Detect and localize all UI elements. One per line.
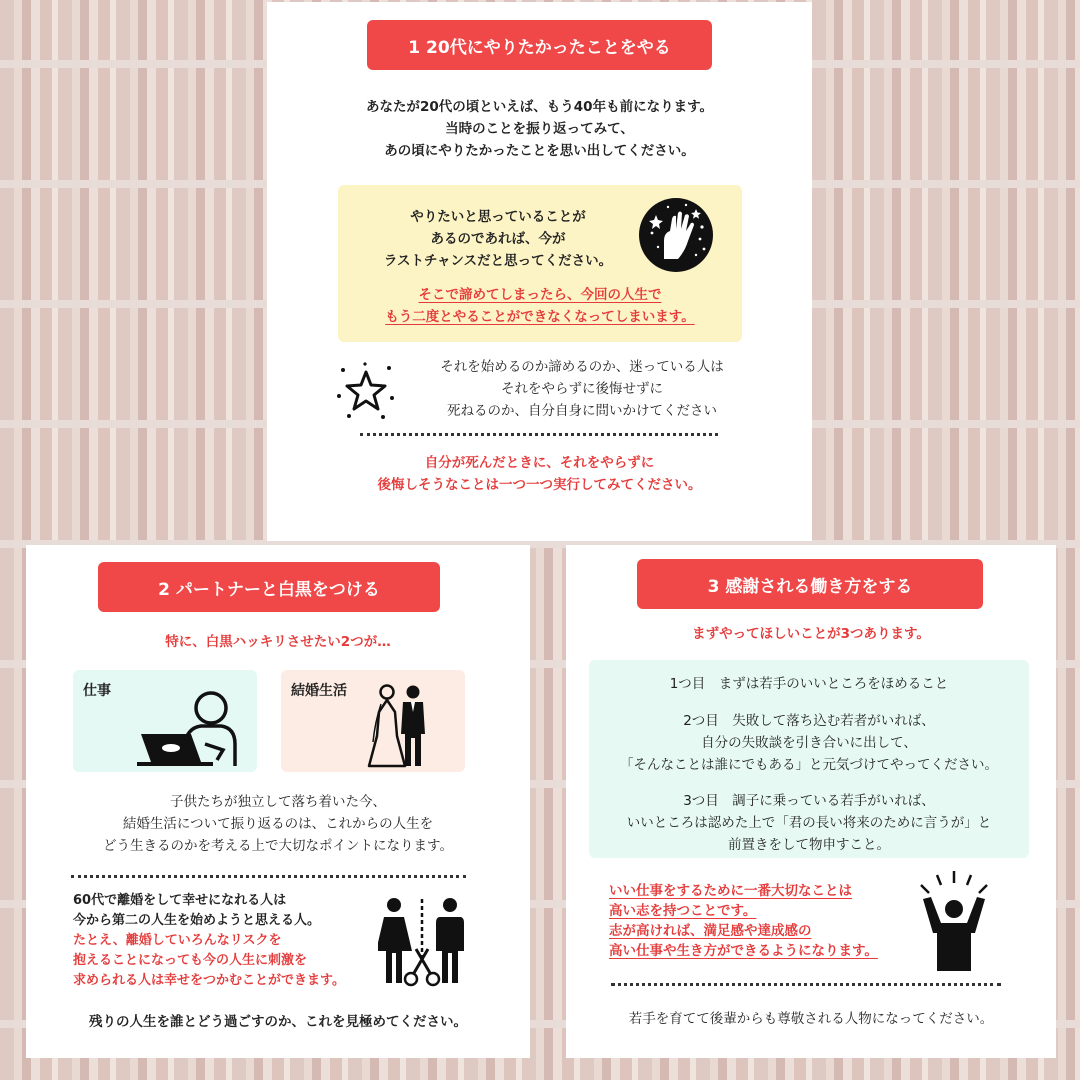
item-2: 2つ目 失敗して落ち込む若者がいれば、 自分の失敗談を引き合いに出して、 「そんなことは誰にでもある」と元気づけてやってください。 [620, 713, 998, 773]
section2-ribbon: 2 パートナーと白黒をつける [98, 562, 440, 612]
section1-intro: あなたが20代の頃といえば、もう40年も前になります。 当時のことを振り返ってみて、 あの頃にやりたかったことを思い出してください。 [366, 99, 713, 159]
section1-box-text: やりたいと思っていることが あるのであれば、今が ラストチャンスだと思ってください。 [383, 209, 613, 269]
section3-final: 若手を育てて後輩からも尊敬される人物になってください。 [628, 1011, 994, 1027]
section2-divider [71, 875, 466, 878]
section2-final: 残りの人生を誰とどう過ごすのか、これを見極めてください。 [89, 1014, 467, 1030]
card-work [73, 670, 257, 772]
section3-mint-box [589, 660, 1029, 858]
section1-box-warning: そこで諦めてしまったら、今回の人生で もう二度とやることができなくなってしまいます。 [385, 287, 695, 325]
section1-yellow-box [338, 185, 742, 342]
section3-subtitle: まずやってほしいことが3つあります。 [692, 626, 930, 642]
card-work-label: 仕事 [83, 683, 111, 699]
celebrating-person-icon [909, 871, 999, 973]
item-3: 3つ目 調子に乗っている若手がいれば、 いいところは認めた上で「君の長い将来のために言うが」と 前置きをして物申すこと。 [626, 793, 992, 853]
laptop-worker-icon [133, 688, 243, 768]
wedding-couple-icon [367, 682, 431, 768]
section1-ribbon: 1 20代にやりたかったことをやる [367, 20, 712, 70]
item-1: 1つ目 まずは若手のいいところをほめること [669, 676, 949, 692]
section1-conclusion: 自分が死んだときに、それをやらずに 後悔しそうなことは一つ一つ実行してみてください。 [377, 455, 702, 493]
section2-subtitle: 特に、白黒ハッキリさせたい2つが… [165, 634, 391, 650]
section3-panel [566, 545, 1056, 1058]
section1-divider [360, 433, 718, 436]
section2-divorce-text: 60代で離婚をして幸せになれる人は 今から第二の人生を始めようと思える人。 たとえ、離婚していろんなリスクを 抱えることになっても今の人生に刺激を 求められる人は幸せをつかむことができます。 [73, 893, 345, 988]
section2-panel [26, 545, 530, 1058]
section3-ribbon: 3 感謝される働き方をする [637, 559, 983, 609]
star-icon [335, 360, 397, 422]
divorce-scissors-icon [378, 897, 468, 989]
section2-body: 子供たちが独立して落ち着いた今、 結婚生活について振り返るのは、これからの人生を どう生きるのかを考える上で大切なポイントになります。 [103, 794, 453, 854]
section1-panel [267, 2, 812, 541]
section3-divider [611, 983, 1001, 986]
card-marriage [281, 670, 465, 772]
card-marriage-label: 結婚生活 [291, 683, 347, 699]
section1-star-text: それを始めるのか諦めるのか、迷っている人は それをやらずに後悔せずに 死ねるのか、自分自身に問いかけてください [440, 359, 724, 419]
hand-stars-icon [638, 197, 714, 273]
section3-red-text: いい仕事をするために一番大切なことは 高い志を持つことです。 志が高ければ、満足感や達成感の 高い仕事や生き方ができるようになります。 [609, 883, 878, 959]
